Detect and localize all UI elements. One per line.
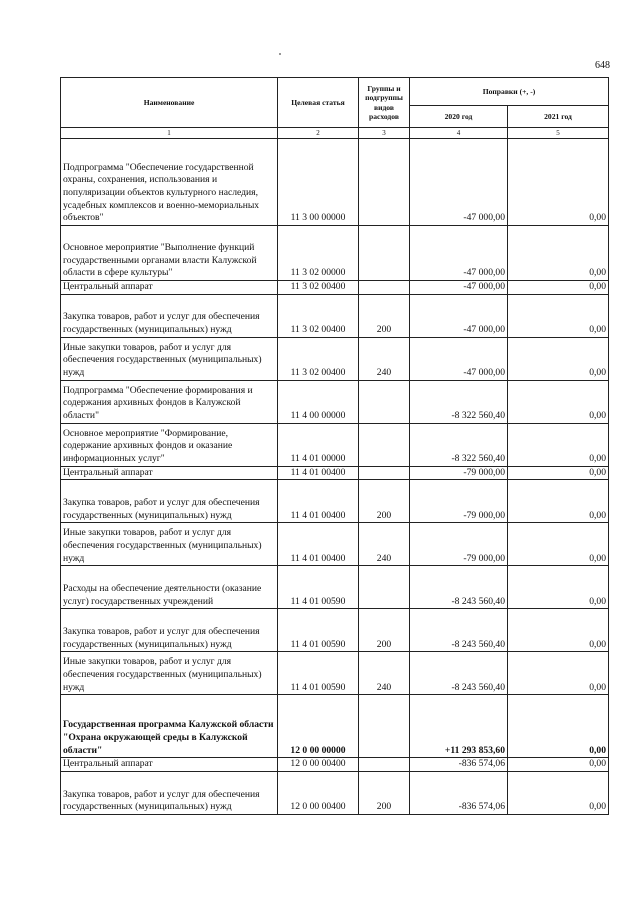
row-amount-2021-cell: 0,00 [508, 466, 609, 480]
row-amount-2020-cell: -8 322 560,40 [410, 380, 508, 423]
scan-speck [279, 53, 281, 55]
table-row [61, 480, 609, 523]
row-amount-2021-cell: 0,00 [508, 380, 609, 423]
row-amount-2021-cell: 0,00 [508, 337, 609, 380]
header-amendments: Поправки (+, -) [410, 78, 609, 106]
table-row [61, 423, 609, 466]
table-row [61, 758, 609, 772]
row-amount-2021-cell: 0,00 [508, 226, 609, 281]
row-target-code-cell: 11 4 01 00400 [278, 466, 359, 480]
column-number: 2 [278, 128, 359, 139]
row-amount-2020-cell: -79 000,00 [410, 466, 508, 480]
row-expense-group-cell [359, 139, 410, 226]
row-name-cell: Закупка товаров, работ и услуг для обеспечения государственных (муниципальных) нужд [61, 480, 278, 523]
table-row [61, 226, 609, 281]
row-amount-2020-cell: -836 574,06 [410, 771, 508, 814]
row-amount-2021-cell: 0,00 [508, 294, 609, 337]
row-amount-2021-cell: 0,00 [508, 652, 609, 695]
table-row [61, 771, 609, 814]
row-amount-2020-cell: -47 000,00 [410, 226, 508, 281]
row-amount-2021-cell: 0,00 [508, 695, 609, 758]
row-name-cell: Закупка товаров, работ и услуг для обеспечения государственных (муниципальных) нужд [61, 771, 278, 814]
budget-amendments-table [60, 77, 609, 815]
row-amount-2021-cell: 0,00 [508, 423, 609, 466]
row-expense-group-cell [359, 566, 410, 609]
row-expense-group-cell: 200 [359, 771, 410, 814]
row-expense-group-cell: 200 [359, 294, 410, 337]
row-amount-2021-cell: 0,00 [508, 281, 609, 295]
row-target-code-cell: 12 0 00 00400 [278, 771, 359, 814]
row-amount-2020-cell: -47 000,00 [410, 139, 508, 226]
row-expense-group-cell [359, 466, 410, 480]
row-name-cell: Основное мероприятие "Формирование, содержание архивных фондов и оказание информационных услуг" [61, 423, 278, 466]
row-name-cell: Основное мероприятие "Выполнение функций государственными органами власти Калужской области в сфере культуры" [61, 226, 278, 281]
table-row [61, 609, 609, 652]
header-expense-groups: Группы и подгруппы видов расходов [359, 78, 410, 128]
row-target-code-cell: 11 3 02 00400 [278, 281, 359, 295]
table-row [61, 281, 609, 295]
column-number: 3 [359, 128, 410, 139]
row-name-cell: Подпрограмма "Обеспечение государственной охраны, сохранения, использования и популяризации объектов культурного наследия, усадебных комплексов и военно-мемориальных объектов" [61, 139, 278, 226]
row-target-code-cell: 11 4 01 00590 [278, 566, 359, 609]
row-amount-2021-cell: 0,00 [508, 480, 609, 523]
row-target-code-cell: 12 0 00 00400 [278, 758, 359, 772]
row-amount-2020-cell: -8 243 560,40 [410, 609, 508, 652]
row-name-cell: Расходы на обеспечение деятельности (оказание услуг) государственных учреждений [61, 566, 278, 609]
row-amount-2020-cell: -8 243 560,40 [410, 566, 508, 609]
row-amount-2020-cell: -836 574,06 [410, 758, 508, 772]
row-amount-2020-cell: -47 000,00 [410, 281, 508, 295]
row-target-code-cell: 11 4 01 00590 [278, 652, 359, 695]
row-amount-2021-cell: 0,00 [508, 566, 609, 609]
row-expense-group-cell [359, 423, 410, 466]
row-expense-group-cell: 240 [359, 523, 410, 566]
row-target-code-cell: 11 3 02 00400 [278, 294, 359, 337]
row-expense-group-cell: 240 [359, 337, 410, 380]
row-name-cell: Закупка товаров, работ и услуг для обеспечения государственных (муниципальных) нужд [61, 294, 278, 337]
row-target-code-cell: 12 0 00 00000 [278, 695, 359, 758]
row-target-code-cell: 11 4 01 00590 [278, 609, 359, 652]
row-expense-group-cell: 200 [359, 609, 410, 652]
header-year-2021: 2021 год [508, 106, 609, 128]
row-expense-group-cell [359, 226, 410, 281]
table-row [61, 380, 609, 423]
column-number: 1 [61, 128, 278, 139]
row-amount-2020-cell: -79 000,00 [410, 523, 508, 566]
row-target-code-cell: 11 3 02 00000 [278, 226, 359, 281]
row-target-code-cell: 11 3 02 00400 [278, 337, 359, 380]
row-amount-2020-cell: -8 243 560,40 [410, 652, 508, 695]
row-expense-group-cell: 240 [359, 652, 410, 695]
row-amount-2021-cell: 0,00 [508, 609, 609, 652]
row-amount-2020-cell: -47 000,00 [410, 294, 508, 337]
table-row [61, 566, 609, 609]
row-name-cell: Центральный аппарат [61, 758, 278, 772]
row-name-cell: Закупка товаров, работ и услуг для обеспечения государственных (муниципальных) нужд [61, 609, 278, 652]
row-name-cell: Центральный аппарат [61, 281, 278, 295]
table-row [61, 139, 609, 226]
page-number: 648 [595, 60, 610, 71]
row-expense-group-cell [359, 281, 410, 295]
table-row [61, 523, 609, 566]
row-name-cell: Подпрограмма "Обеспечение формирования и содержания архивных фондов в Калужской области" [61, 380, 278, 423]
row-name-cell: Центральный аппарат [61, 466, 278, 480]
row-amount-2020-cell: -8 322 560,40 [410, 423, 508, 466]
header-year-2020: 2020 год [410, 106, 508, 128]
row-amount-2021-cell: 0,00 [508, 758, 609, 772]
row-amount-2021-cell: 0,00 [508, 771, 609, 814]
column-number: 5 [508, 128, 609, 139]
row-target-code-cell: 11 4 00 00000 [278, 380, 359, 423]
column-number-row [61, 128, 609, 139]
row-amount-2020-cell: -79 000,00 [410, 480, 508, 523]
row-amount-2020-cell: +11 293 853,60 [410, 695, 508, 758]
row-expense-group-cell [359, 758, 410, 772]
row-target-code-cell: 11 4 01 00400 [278, 523, 359, 566]
row-name-cell: Иные закупки товаров, работ и услуг для обеспечения государственных (муниципальных) нужд [61, 652, 278, 695]
table-body [61, 128, 609, 815]
header-target-article: Целевая статья [278, 78, 359, 128]
header-name: Наименование [61, 78, 278, 128]
row-name-cell: Иные закупки товаров, работ и услуг для обеспечения государственных (муниципальных) нужд [61, 337, 278, 380]
table-row [61, 652, 609, 695]
row-amount-2021-cell: 0,00 [508, 139, 609, 226]
column-number: 4 [410, 128, 508, 139]
row-expense-group-cell [359, 695, 410, 758]
row-target-code-cell: 11 3 00 00000 [278, 139, 359, 226]
row-expense-group-cell [359, 380, 410, 423]
table-row [61, 466, 609, 480]
row-name-cell: Государственная программа Калужской области "Охрана окружающей среды в Калужской области" [61, 695, 278, 758]
row-expense-group-cell: 200 [359, 480, 410, 523]
row-target-code-cell: 11 4 01 00400 [278, 480, 359, 523]
row-name-cell: Иные закупки товаров, работ и услуг для обеспечения государственных (муниципальных) нужд [61, 523, 278, 566]
table-row [61, 337, 609, 380]
row-target-code-cell: 11 4 01 00000 [278, 423, 359, 466]
table-row [61, 695, 609, 758]
row-amount-2020-cell: -47 000,00 [410, 337, 508, 380]
row-amount-2021-cell: 0,00 [508, 523, 609, 566]
table-row [61, 294, 609, 337]
